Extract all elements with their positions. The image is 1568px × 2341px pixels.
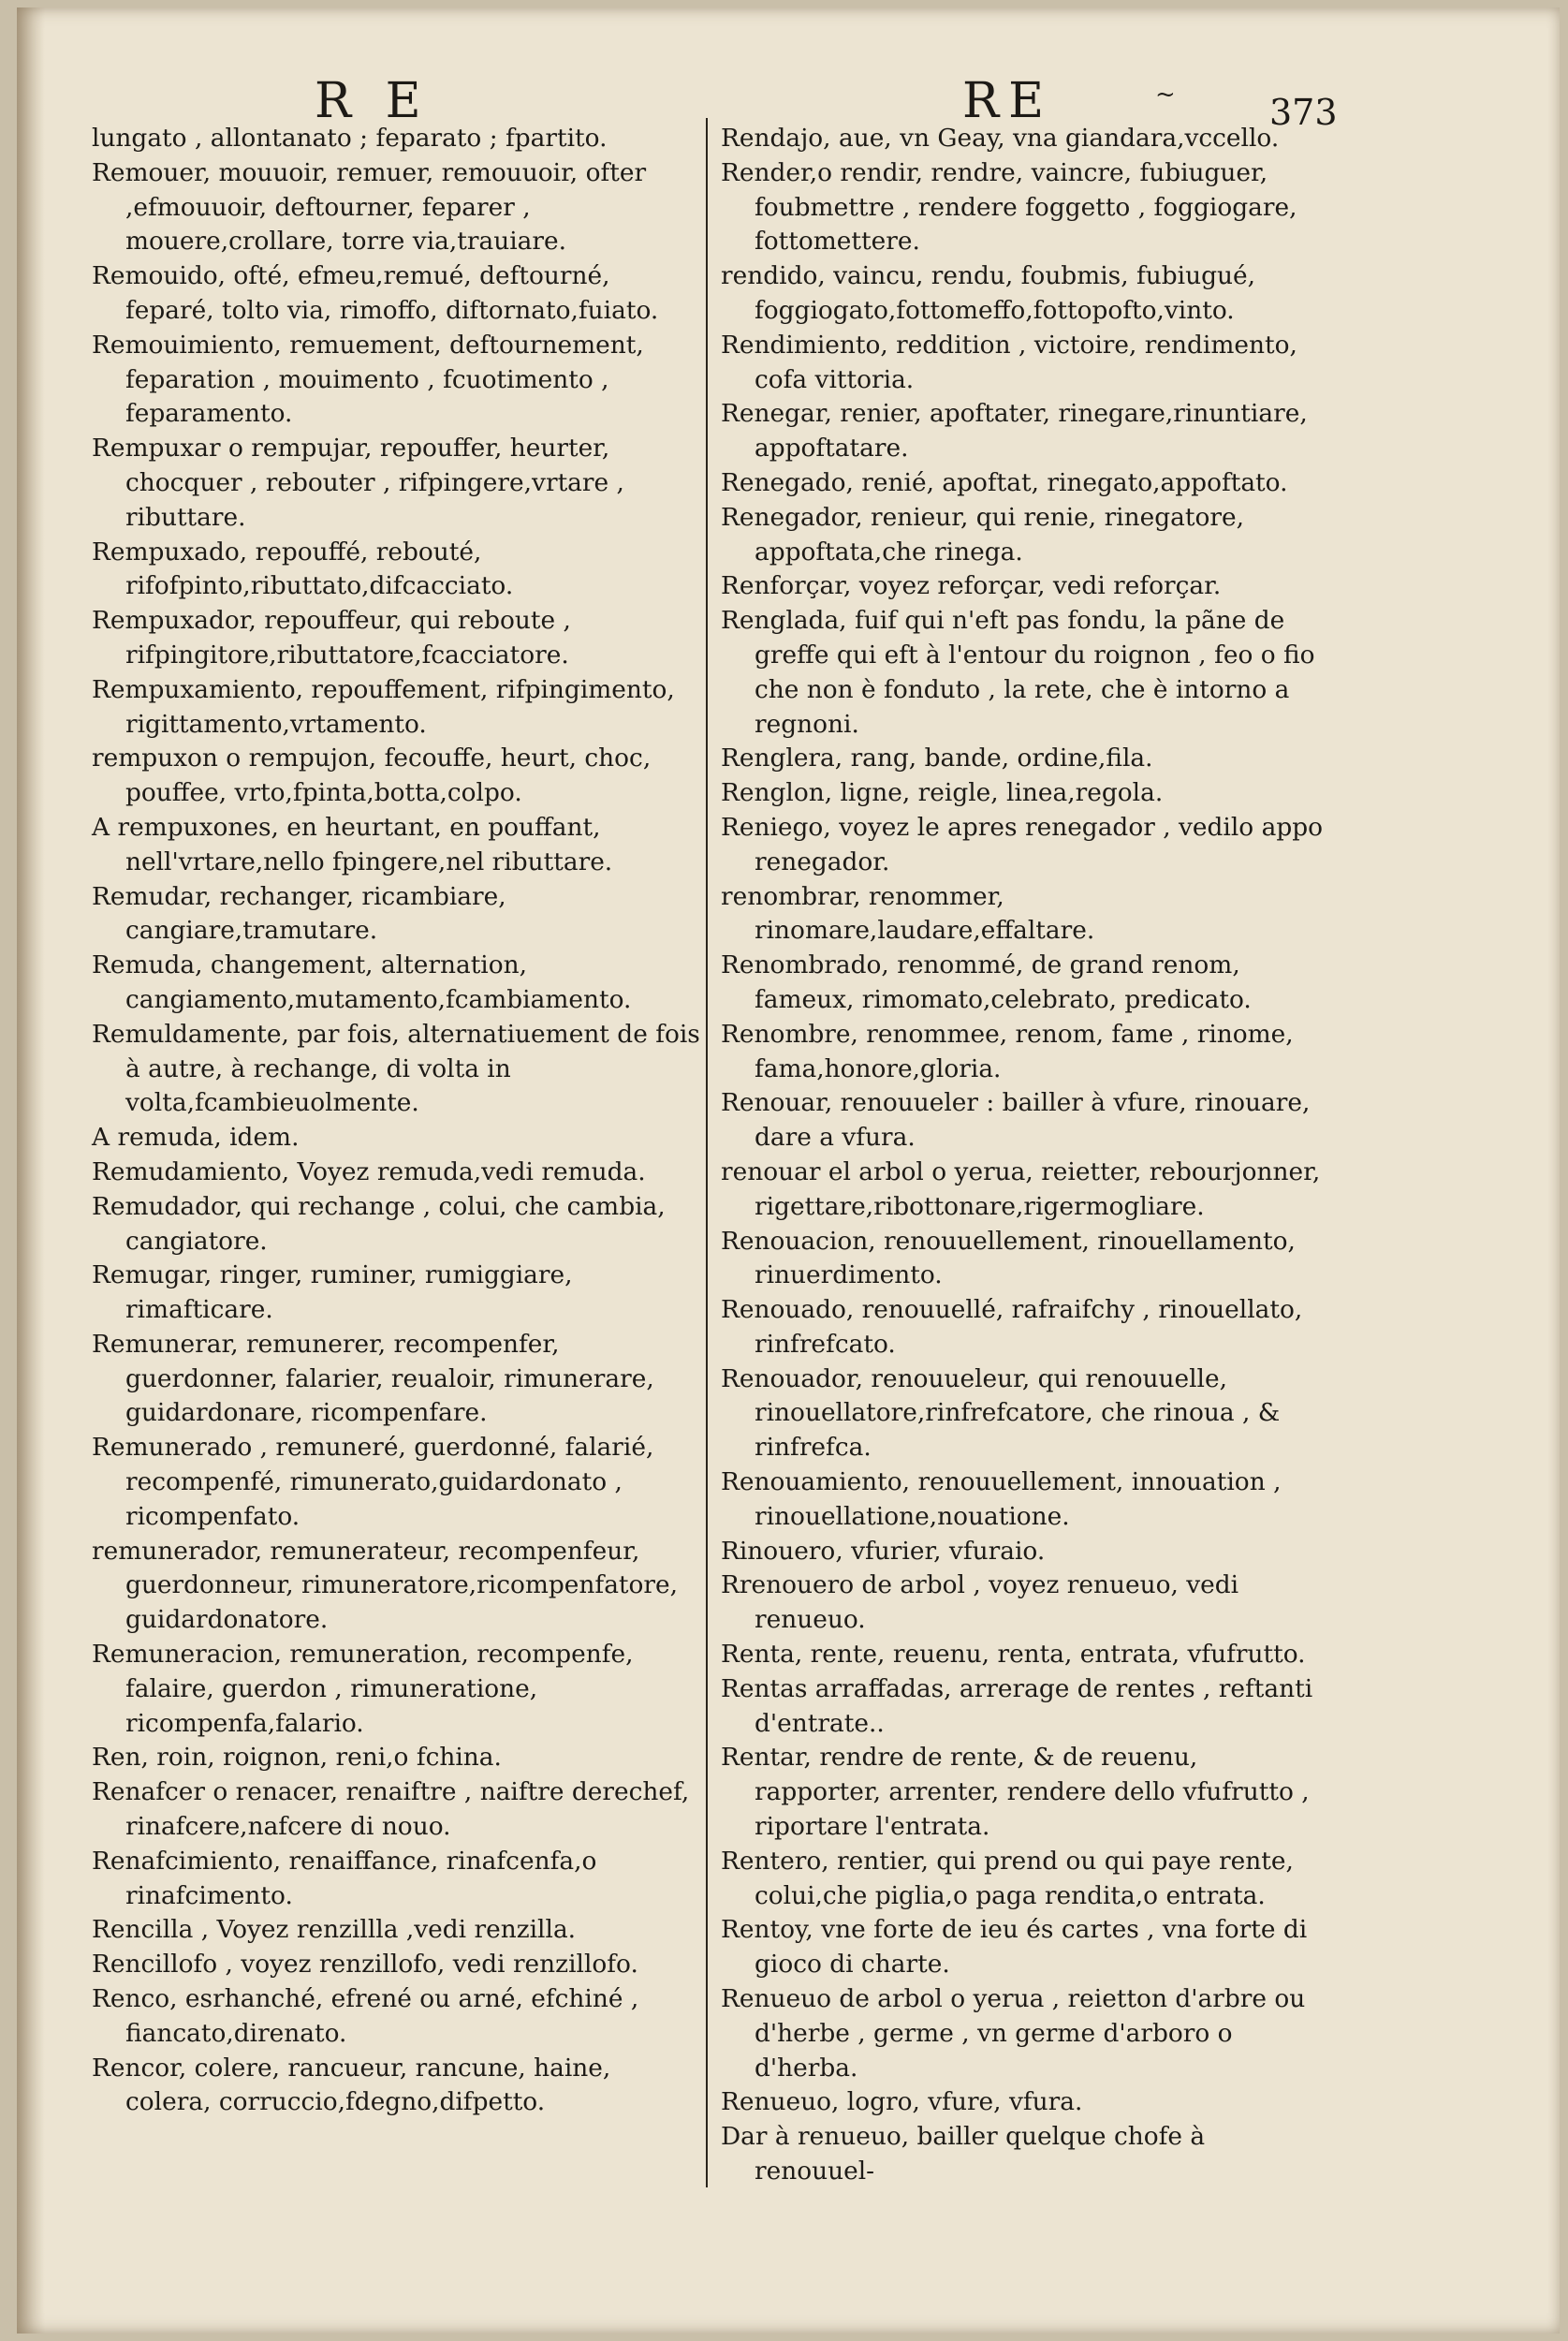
dictionary-entry: Renegado, renié, apoftat, rinegato,appoftato. <box>721 467 1288 497</box>
dictionary-entry: rendido, vaincu, rendu, foubmis, fubiugué, foggiogato,fottomeffo,fottopofto,vinto. <box>721 261 1255 325</box>
dictionary-entry: Dar à renueuo, bailler quelque chofe à renouuel- <box>721 2122 1206 2186</box>
page-binding-shadow <box>17 7 45 2334</box>
dictionary-entry: A remuda, idem. <box>92 1123 300 1153</box>
dictionary-entry: Rempuxado, repouffé, rebouté, rifofpinto,ributtato,difcacciato. <box>92 537 514 601</box>
dictionary-entry: renombrar, renommer, rinomare,laudare,effaltare. <box>721 881 1095 946</box>
dictionary-entry: Rempuxamiento, repouffement, rifpingimento, rigittamento,vrtamento. <box>92 674 675 739</box>
dictionary-entry: Renouador, renouueleur, qui renouuelle, rinouellatore,rinfrefcatore, che rinoua , & rinfrefca. <box>721 1363 1281 1463</box>
dictionary-entry: Ren, roin, roignon, reni,o fchina. <box>92 1743 502 1773</box>
dictionary-entry: Renco, esrhanché, efrené ou arné, efchiné , fiancato,direnato. <box>92 1984 639 2048</box>
running-head-left: R E <box>315 73 431 129</box>
dictionary-entry: Rencillofo , voyez renzillofo, vedi renzillofo. <box>92 1950 638 1980</box>
dictionary-entry: Renouar, renouueler : bailler à vfure, rinouare, dare a vfura. <box>721 1088 1311 1153</box>
dictionary-entry: Renafcer o renacer, renaiftre , naiftre derechef, rinafcere,nafcere di nouo. <box>92 1777 690 1842</box>
dictionary-entry: Rentar, rendre de rente, & de reuenu, rapporter, arrenter, rendere dello vfufrutto , riportare l'entrata. <box>721 1743 1310 1842</box>
dictionary-entry: rempuxon o rempujon, fecouffe, heurt, choc, pouffee, vrto,fpinta,botta,colpo. <box>92 744 652 808</box>
dictionary-entry: Renouacion, renouuellement, rinouellamento, rinuerdimento. <box>721 1226 1296 1290</box>
dictionary-entry: Rinouero, vfurier, vfuraio. <box>721 1536 1046 1566</box>
dictionary-entry: Reniego, voyez le apres renegador , vedilo appo renegador. <box>721 812 1323 876</box>
dictionary-entry: Renforçar, voyez reforçar, vedi reforçar. <box>721 571 1222 601</box>
dictionary-entry: Renegar, renier, apoftater, rinegare,rinuntiare, appoftatare. <box>721 399 1308 464</box>
dictionary-entry: Remuda, changement, alternation, cangiamento,mutamento,fcambiamento. <box>92 950 632 1014</box>
dictionary-entry: Rencor, colere, rancueur, rancune, haine, colera, corruccio,fdegno,difpetto. <box>92 2053 611 2117</box>
dictionary-entry: Renglon, ligne, reigle, linea,regola. <box>721 778 1164 808</box>
dictionary-entry: Renafcimiento, renaiffance, rinafcenfa,o rinafcimento. <box>92 1846 597 1910</box>
dictionary-entry: Rendimiento, reddition , victoire, rendimento, cofa vittoria. <box>721 330 1297 394</box>
column-divider <box>706 118 708 2187</box>
dictionary-entry: Remouimiento, remuement, deftournement, feparation , mouimento , fcuotimento , feparamento. <box>92 330 644 429</box>
dictionary-entry: Rempuxar o rempujar, repouffer, heurter, chocquer , rebouter , rifpingere,vrtare , ributtare. <box>92 434 624 532</box>
dictionary-entry: Remouido, ofté, efmeu,remué, deftourné, feparé, tolto via, rimoffo, diftornato,fuiato. <box>92 261 659 325</box>
dictionary-entry: Remudar, rechanger, ricambiare, cangiare,tramutare. <box>92 881 506 946</box>
dictionary-entry: renouar el arbol o yerua, reietter, rebourjonner, rigettare,ribottonare,rigermogliare. <box>721 1156 1321 1221</box>
dictionary-entry: Renouamiento, renouuellement, innouation , rinouellatione,nouatione. <box>721 1467 1282 1531</box>
dictionary-entry: Remouer, mouuoir, remuer, remouuoir, ofter ,efmouuoir, deftourner, feparer , mouere,crollare, torre via,trauiare. <box>92 157 647 257</box>
dictionary-entry: Renglada, fuif qui n'eft pas fondu, la pãne de greffe qui eft à l'entour du roignon , feo o fio che non è fonduto , la rete, che è intorno a regnoni. <box>721 606 1315 739</box>
dictionary-entry: Rempuxador, repouffeur, qui reboute , rifpingitore,ributtatore,fcacciatore. <box>92 606 571 670</box>
dictionary-entry: Rentoy, vne forte de ieu és cartes , vna forte di gioco di charte. <box>721 1915 1308 1980</box>
book-page <box>17 7 1560 2334</box>
page-number: 373 <box>1269 92 1338 133</box>
dictionary-entry: lungato , allontanato ; feparato ; fpartito. <box>92 124 608 153</box>
dictionary-entry: Remudador, qui rechange , colui, che cambia, cangiatore. <box>92 1191 666 1256</box>
dictionary-entry: Renegador, renieur, qui renie, rinegatore, appoftata,che rinega. <box>721 502 1244 567</box>
dictionary-entry: Remuldamente, par fois, alternatiuement de fois à autre, à rechange, di volta in volta,fcambieuolmente. <box>92 1019 700 1118</box>
dictionary-entry: Remugar, ringer, ruminer, rumiggiare, rimafticare. <box>92 1260 573 1325</box>
dictionary-entry: Renombrado, renommé, de grand renom, fameux, rimomato,celebrato, predicato. <box>721 950 1252 1014</box>
dictionary-entry: Renouado, renouuellé, rafraifchy , rinouellato, rinfrefcato. <box>721 1295 1303 1359</box>
left-column <box>92 122 700 2120</box>
dictionary-entry: Remuneracion, remuneration, recompenfe, falaire, guerdon , rimuneratione, ricompenfa,falario. <box>92 1640 634 1738</box>
dictionary-entry: Renombre, renommee, renom, fame , rinome, fama,honore,gloria. <box>721 1019 1294 1083</box>
dictionary-entry: Rencilla , Voyez renzillla ,vedi renzilla. <box>92 1915 577 1945</box>
dictionary-entry: Rrenouero de arbol , voyez renueuo, vedi renueuo. <box>721 1570 1239 1635</box>
dictionary-entry: Rentero, rentier, qui prend ou qui paye rente, colui,che piglia,o paga rendita,o entrata. <box>721 1846 1294 1910</box>
dictionary-entry: Renueuo de arbol o yerua , reietton d'arbre ou d'herbe , germe , vn germe d'arboro o d'herba. <box>721 1984 1306 2083</box>
dictionary-entry: Remunerar, remunerer, recompenfer, guerdonner, falarier, reualoir, rimunerare, guidardonare, ricompenfare. <box>92 1329 654 1428</box>
dictionary-entry: Remunerado , remuneré, guerdonné, falarié, recompenfé, rimunerato,guidardonato , ricompenfato. <box>92 1433 654 1531</box>
dictionary-entry: Rendajo, aue, vn Geay, vna giandara,vccello. <box>721 124 1280 153</box>
dictionary-entry: Render,o rendir, rendre, vaincre, fubiuguer, foubmettre , rendere foggetto , foggiogare, fottomettere. <box>721 157 1297 257</box>
running-head-right: RE <box>962 73 1054 129</box>
dictionary-entry: Rentas arraffadas, arrerage de rentes , reftanti d'entrate.. <box>721 1673 1313 1738</box>
dictionary-entry: Renta, rente, reuenu, renta, entrata, vfufrutto. <box>721 1640 1306 1670</box>
dictionary-entry: Remudamiento, Voyez remuda,vedi remuda. <box>92 1156 646 1186</box>
right-column <box>721 122 1329 2189</box>
dictionary-entry: A rempuxones, en heurtant, en pouffant, nell'vrtare,nello fpingere,nel ributtare. <box>92 812 613 876</box>
dictionary-entry: Renglera, rang, bande, ordine,fila. <box>721 744 1153 773</box>
dictionary-entry: Renueuo, logro, vfure, vfura. <box>721 2087 1083 2117</box>
dictionary-entry: remunerador, remunerateur, recompenfeur, guerdonneur, rimuneratore,ricompenfatore, guidardonatore. <box>92 1536 679 1635</box>
ornament-mark: ~ <box>1155 81 1176 109</box>
